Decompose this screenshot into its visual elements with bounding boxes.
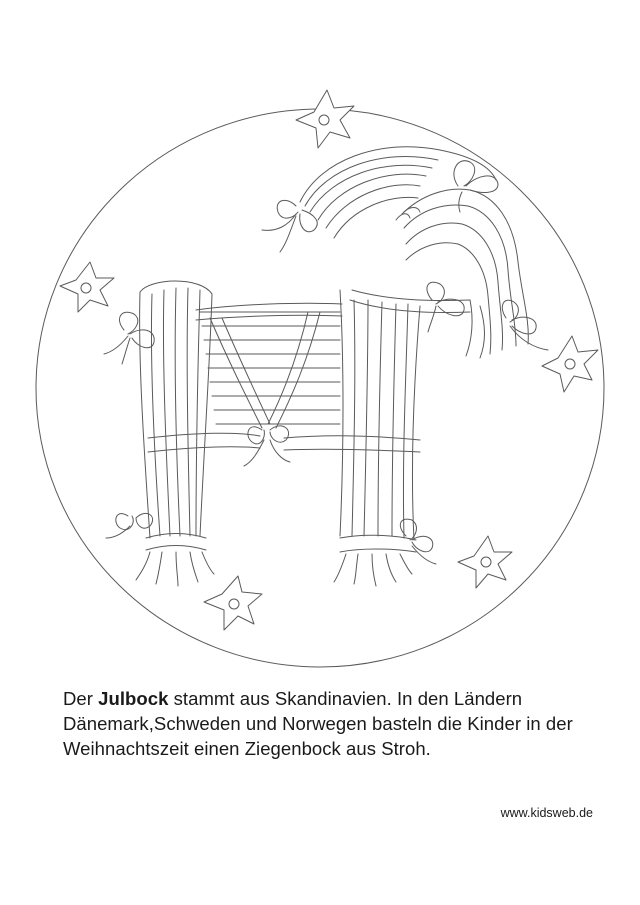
star-icon [458,536,512,588]
star-icon [542,336,598,392]
source-credit: www.kidsweb.de [500,806,593,820]
star-icon [296,90,354,148]
caption-text [63,686,603,761]
caption-intro: Der [63,688,99,709]
star-icon [204,576,262,630]
caption-highlight: Julbock [98,688,169,709]
front-leg [334,290,436,586]
horn-bow [262,200,317,252]
circle-frame [36,109,604,667]
straw-goat [104,147,548,586]
star-icon [60,262,114,312]
goat-head [402,161,548,358]
caption-rest: stammt aus Skandinavien. In den Ländern Dänemark,Schweden und Norwegen basteln die Kinder in der Weihnachtszeit einen Ziegenbock aus Stroh. [63,688,573,759]
